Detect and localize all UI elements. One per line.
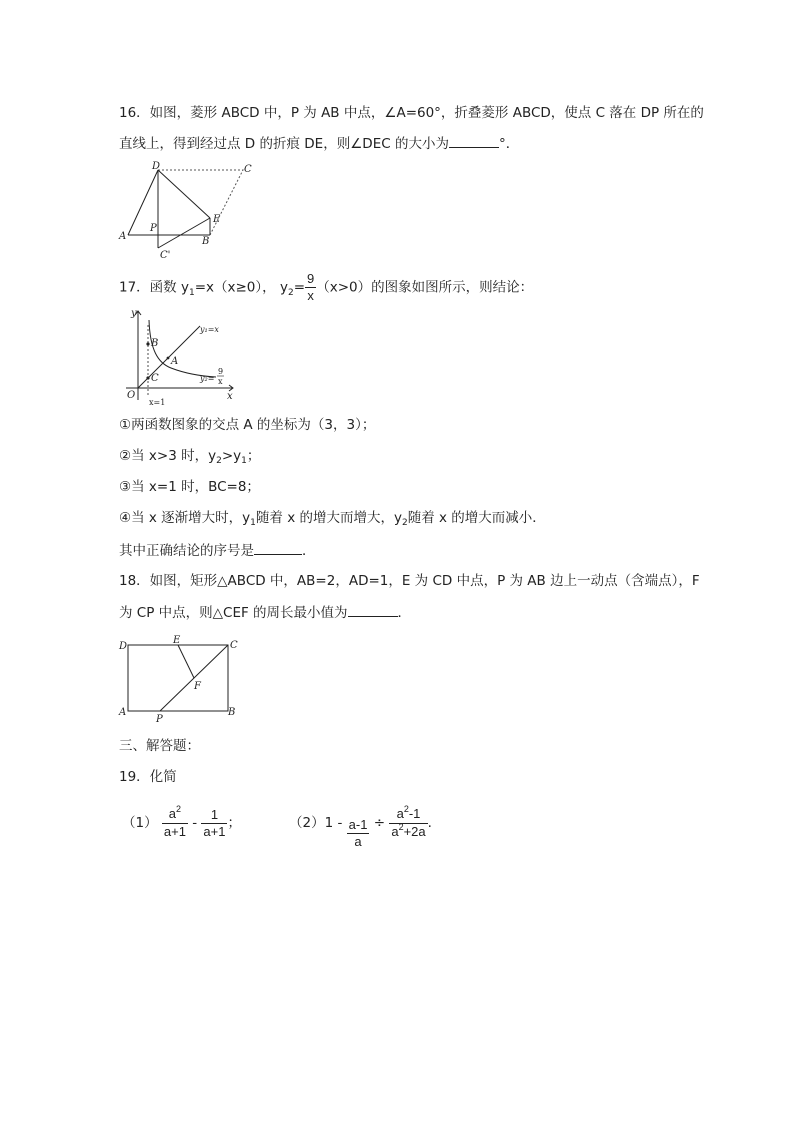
fraction-denominator: x <box>307 288 314 303</box>
label-B: B <box>151 338 159 349</box>
q19-p1-fraction-1 <box>162 806 188 840</box>
q17-eq: = <box>293 279 305 296</box>
q16-rhombus-figure <box>118 160 258 261</box>
q17-ask-tail: ． <box>302 543 316 559</box>
q16-text-tail: °． <box>498 136 520 152</box>
label-B: B <box>228 707 236 718</box>
part1-end: ； <box>227 815 241 831</box>
label-C: C <box>151 373 159 384</box>
q19-p2-fraction-1 <box>347 817 370 850</box>
q17-conclusion-3: ③当 x=1 时，BC=8； <box>119 479 260 495</box>
part2-end: . <box>427 815 432 831</box>
y2-subscript: 2 <box>287 287 294 298</box>
q17-suffix: （x>0）的图象如图所示，则结论： <box>316 279 534 296</box>
q17-text-line1 <box>119 271 533 304</box>
q18-text-line2 <box>119 602 411 623</box>
q17-ask-text: 其中正确结论的序号是 <box>119 543 254 559</box>
q16-text-line2 <box>119 133 519 154</box>
label-x: x <box>227 391 233 402</box>
fraction-numerator: 1 <box>201 807 227 824</box>
label-P: P <box>150 223 157 234</box>
q18-text: 为 CP 中点，则△CEF 的周长最小值为 <box>119 605 348 621</box>
label-C-prime: C' <box>160 250 171 261</box>
fraction-numerator: 9 <box>307 271 315 286</box>
q18-rectangle-figure <box>118 633 243 725</box>
fraction-denominator: a+1 <box>163 824 186 839</box>
q17-y2: y <box>279 279 288 296</box>
q17-y1-def: =x（x≥0）， <box>194 279 276 296</box>
fraction-numerator <box>162 806 188 824</box>
rhombus-dashed-edges <box>158 170 243 235</box>
q19-p1-fraction-2 <box>201 807 227 840</box>
rectangle-ABCD <box>128 645 228 711</box>
y1-subscript: 1 <box>250 518 256 528</box>
y2-subscript: 2 <box>401 518 408 528</box>
segment-EF <box>178 645 194 678</box>
denominator-exponent: 2 <box>398 821 404 832</box>
fraction-numerator <box>389 803 427 824</box>
label-A: A <box>119 231 127 242</box>
label-E: E <box>213 214 221 225</box>
q18-text-line1: 18．如图，矩形△ABCD 中，AB=2，AD=1，E 为 CD 中点，P 为 AB 边上一动点（含端点），F <box>119 573 700 589</box>
c2-part-c: ； <box>246 448 261 464</box>
numerator-base: a <box>168 806 177 821</box>
q19-part1 <box>122 802 241 844</box>
q19-title: 19．化简 <box>119 769 177 785</box>
q17-conclusion-4 <box>119 508 546 530</box>
label-D: D <box>152 161 161 172</box>
fraction-denominator: a <box>354 833 362 849</box>
label-y: y <box>131 308 137 319</box>
label-A: A <box>171 356 179 367</box>
label-y1-eq: y₁=x <box>200 325 219 334</box>
minus-sign: - <box>192 815 198 831</box>
c2-part-a: ②当 x>3 时，y <box>119 448 217 464</box>
label-E: E <box>173 635 181 646</box>
denominator-rest: +2a <box>403 823 426 839</box>
label-B: B <box>202 236 210 247</box>
label-y2-eq: y₂= <box>200 374 215 383</box>
label-y2-den: x <box>218 377 223 386</box>
q17-fraction <box>305 271 316 304</box>
y1-subscript: 1 <box>188 287 195 298</box>
q17-ask <box>119 540 316 561</box>
q17-function-graph <box>118 305 243 405</box>
division-sign: ÷ <box>373 815 386 831</box>
q16-text: 直线上，得到经过点 D 的折痕 DE，则∠DEC 的大小为 <box>119 136 449 152</box>
numerator-exponent: 2 <box>403 803 409 814</box>
point-A <box>167 357 170 360</box>
q19-part2 <box>289 802 432 849</box>
c4-part-b: 随着 x 的增大而增大，y <box>255 510 402 526</box>
label-y2-num: 9 <box>218 367 224 376</box>
numerator-exponent: 2 <box>176 804 182 814</box>
q18-answer-blank <box>348 602 398 617</box>
section-3-heading: 三、解答题： <box>119 738 200 754</box>
q17-conclusion-2 <box>119 446 260 468</box>
y1-subscript: 1 <box>241 456 247 466</box>
label-C: C <box>230 640 238 651</box>
label-D: D <box>119 641 128 652</box>
c2-part-b: >y <box>221 448 242 464</box>
fraction-numerator: a-1 <box>348 816 368 832</box>
label-P: P <box>156 714 163 725</box>
label-A: A <box>119 707 127 718</box>
label-x-equals-1: x=1 <box>149 398 166 407</box>
q19-part2-label: （2）1 - <box>289 815 343 831</box>
q18-text-tail: ． <box>397 605 412 621</box>
y2-subscript: 2 <box>216 456 222 466</box>
q16-text-line1: 16．如图，菱形 ABCD 中，P 为 AB 中点，∠A=60°，折叠菱形 ABCD，使点 C 落在 DP 所在的 <box>119 105 704 121</box>
q17-answer-blank <box>254 540 302 555</box>
fraction-denominator: a+1 <box>203 823 226 839</box>
q17-conclusion-1: ①两函数图象的交点 A 的坐标为（3，3）； <box>119 417 376 433</box>
label-F: F <box>194 681 201 692</box>
c4-part-c: 随着 x 的增大而减小． <box>407 510 546 526</box>
label-C: C <box>244 164 252 175</box>
q19-part1-label: （1） <box>122 815 158 831</box>
numerator-rest: -1 <box>408 805 421 821</box>
numerator-base: a <box>396 805 404 821</box>
c4-part-a: ④当 x 逐渐增大时，y <box>119 510 251 526</box>
fraction-denominator <box>389 821 427 841</box>
crease-DE <box>158 170 210 218</box>
q16-answer-blank <box>449 133 499 148</box>
point-C <box>146 376 149 379</box>
denominator-base: a <box>391 823 399 839</box>
q19-p2-fraction-2 <box>389 803 427 841</box>
point-B <box>146 342 149 345</box>
label-O: O <box>127 390 136 401</box>
q17-prefix: 17．函数 y <box>119 279 189 296</box>
